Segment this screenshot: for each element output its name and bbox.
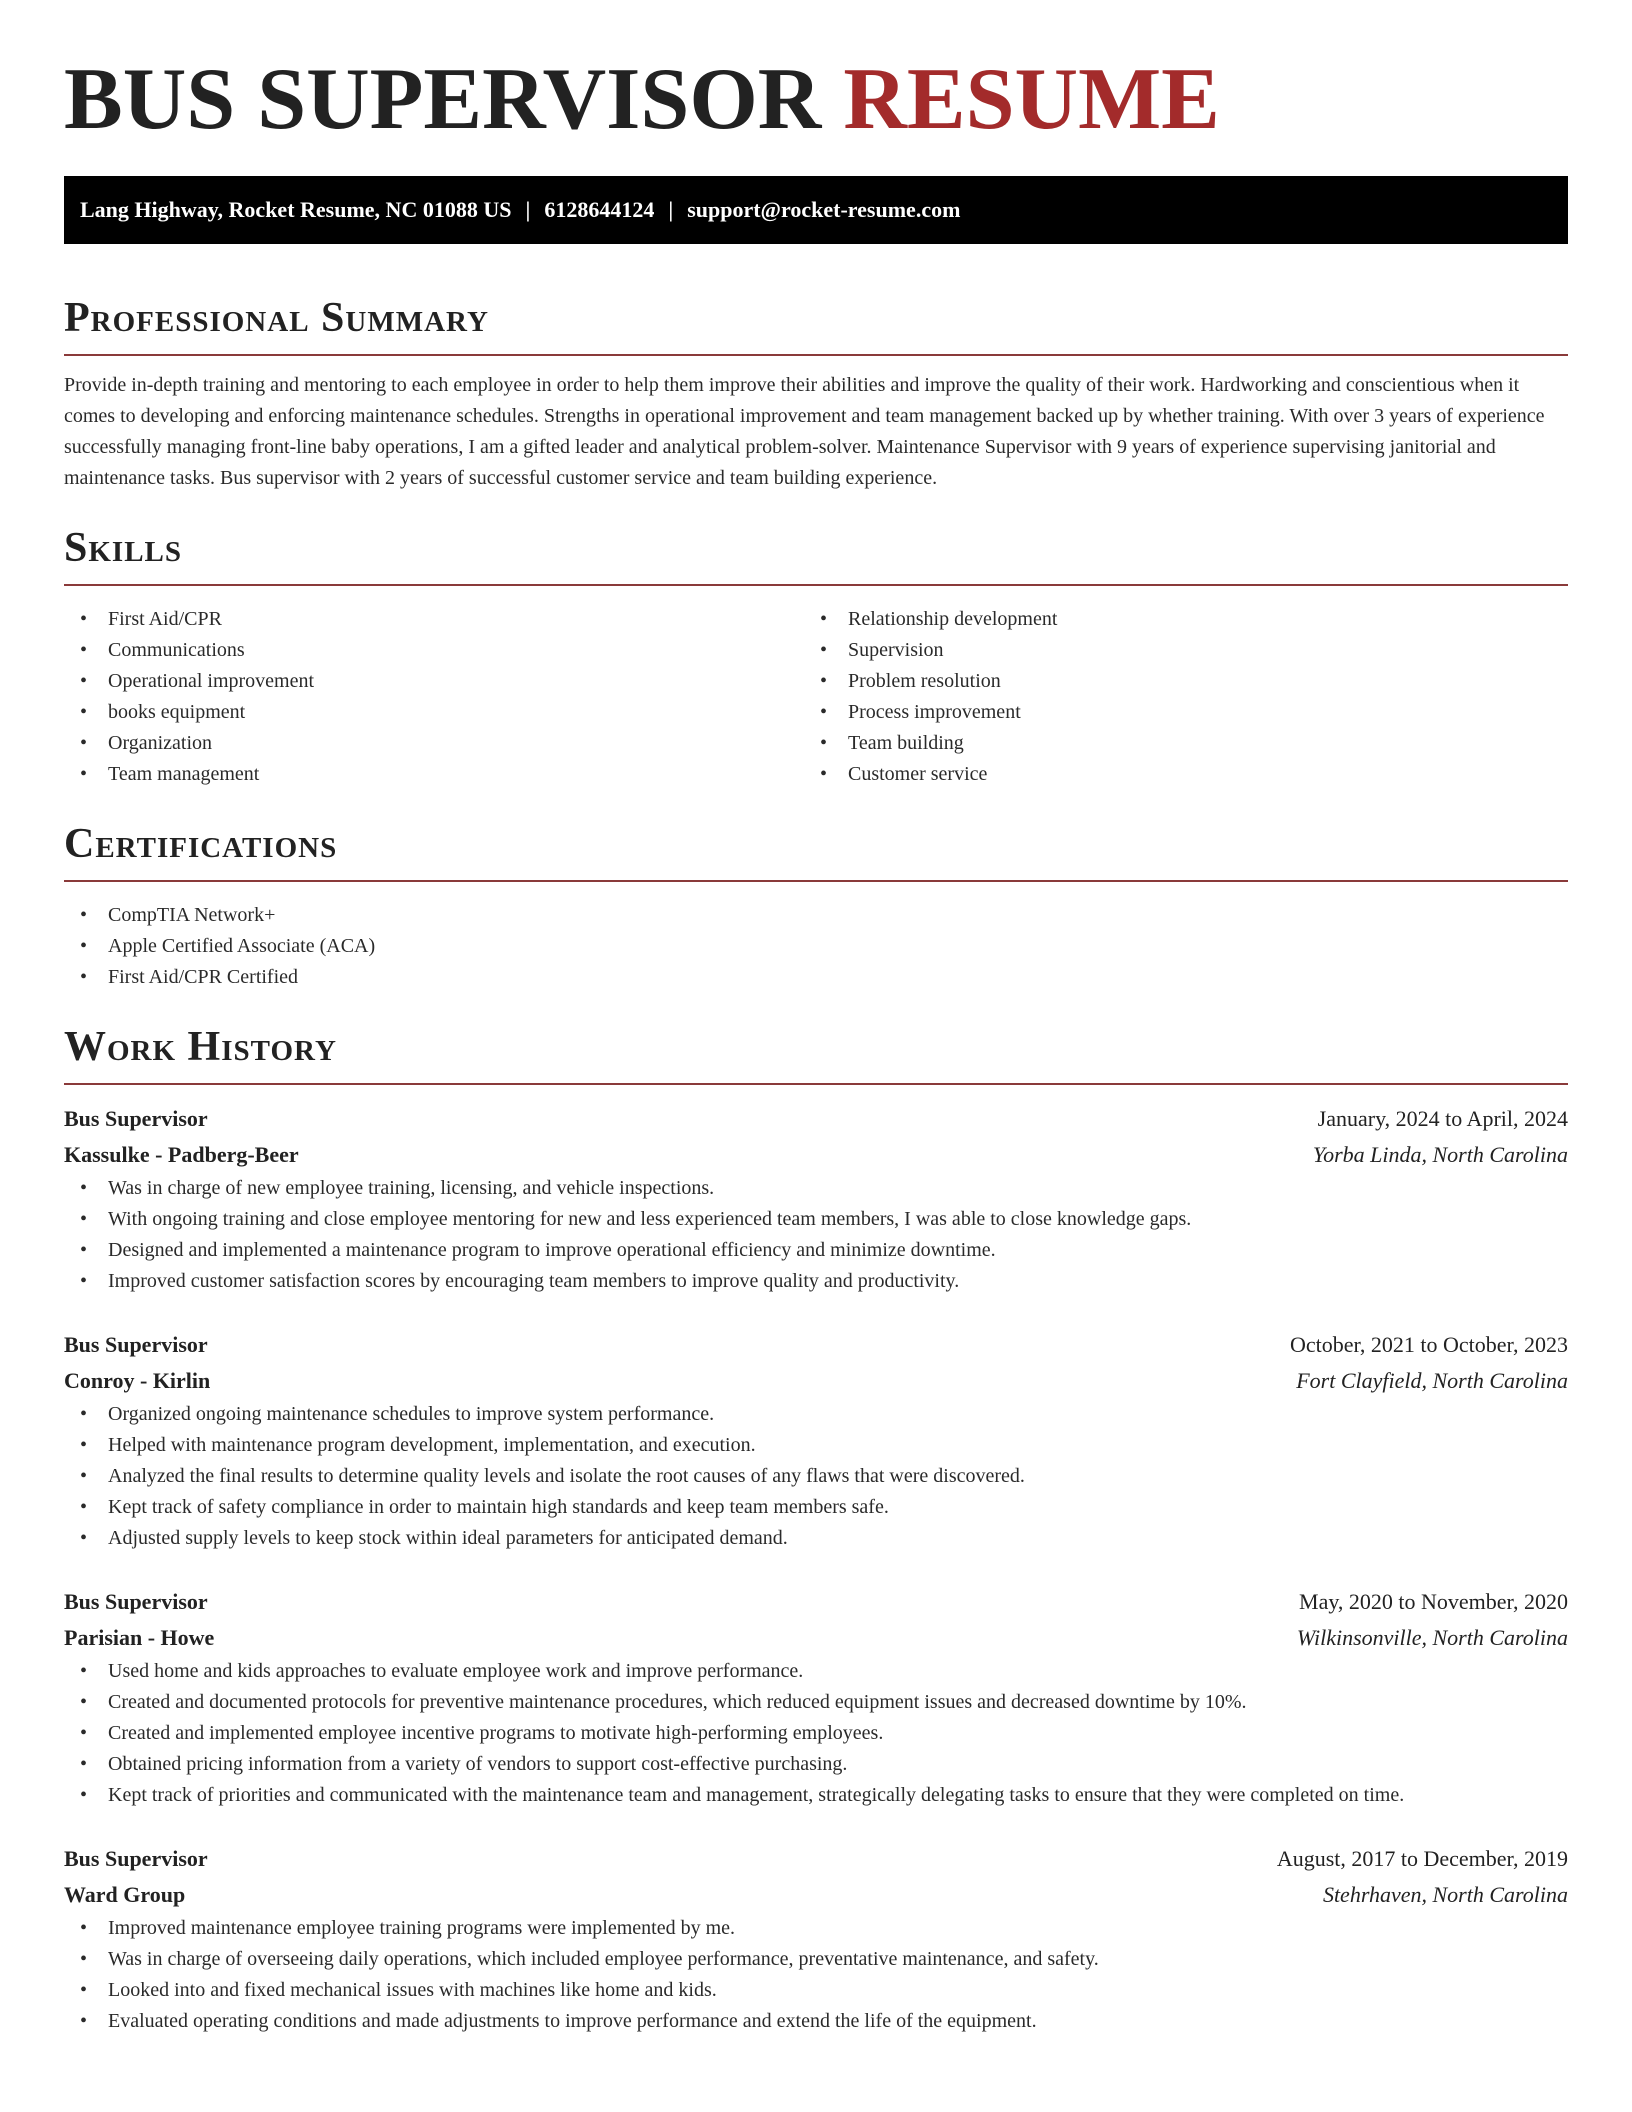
job-duty-item: • Evaluated operating conditions and made adjustments to improve performance and extend the life of the equipment. bbox=[64, 2006, 1568, 2037]
section-divider bbox=[64, 1083, 1568, 1085]
certifications-section bbox=[64, 820, 1568, 993]
contact-separator: | bbox=[668, 197, 674, 222]
job-header-row bbox=[64, 1101, 1568, 1137]
job-entry bbox=[64, 1584, 1568, 1811]
job-duty-item: • Was in charge of overseeing daily operations, which included employee performance, preventative maintenance, and safety. bbox=[64, 1944, 1568, 1975]
skills-heading: Skills bbox=[64, 525, 183, 571]
job-header-row bbox=[64, 1584, 1568, 1620]
contact-phone[interactable]: 6128644124 bbox=[544, 197, 655, 222]
job-duties-list bbox=[64, 1399, 1568, 1554]
skill-item: • books equipment bbox=[64, 697, 804, 728]
summary-section bbox=[64, 294, 1568, 494]
certification-item: • CompTIA Network+ bbox=[64, 900, 1568, 931]
job-company: Conroy - Kirlin bbox=[64, 1368, 211, 1393]
job-company: Parisian - Howe bbox=[64, 1625, 215, 1650]
skill-item: • Relationship development bbox=[804, 604, 1544, 635]
work-history-section bbox=[64, 1023, 1568, 2037]
job-duty-item: • Analyzed the final results to determine quality levels and isolate the root causes of any flaws that were discovered. bbox=[64, 1461, 1568, 1492]
skill-item: • Problem resolution bbox=[804, 666, 1544, 697]
job-duty-item: • Looked into and fixed mechanical issues with machines like home and kids. bbox=[64, 1975, 1568, 2006]
skill-item: • Team management bbox=[64, 759, 804, 790]
job-duty-item: • With ongoing training and close employee mentoring for new and less experienced team members, I was able to close knowledge gaps. bbox=[64, 1204, 1568, 1235]
certifications-list bbox=[64, 900, 1568, 993]
title-accent: RESUME bbox=[843, 51, 1220, 148]
job-duty-item: • Improved maintenance employee training programs were implemented by me. bbox=[64, 1913, 1568, 1944]
section-divider bbox=[64, 880, 1568, 882]
work-history-heading: Work History bbox=[64, 1024, 337, 1070]
job-location: Stehrhaven, North Carolina bbox=[1322, 1882, 1568, 1907]
skills-list-left bbox=[64, 604, 804, 790]
skill-item: • First Aid/CPR bbox=[64, 604, 804, 635]
resume-page bbox=[64, 0, 1568, 2067]
skill-item: • Team building bbox=[804, 728, 1544, 759]
summary-text: Provide in-depth training and mentoring to each employee in order to help them improve their abilities and improve the quality of their work. Hardworking and conscientious when it comes to developing and enforcing maintenance schedules. Strengths in operational improvement and team management backed up by whether training. With over 3 years of experience successfully managing front-line baby operations, I am a gifted leader and analytical problem-solver. Maintenance Supervisor with 9 years of experience supervising janitorial and maintenance tasks. Bus supervisor with 2 years of successful customer service and team building experience. bbox=[64, 374, 1545, 489]
skills-list-right bbox=[804, 604, 1544, 790]
job-title: Bus Supervisor bbox=[64, 1589, 208, 1614]
job-title: Bus Supervisor bbox=[64, 1106, 208, 1131]
contact-address: Lang Highway, Rocket Resume, NC 01088 US bbox=[80, 197, 512, 222]
job-subheader-row bbox=[64, 1137, 1568, 1173]
skill-item: • Operational improvement bbox=[64, 666, 804, 697]
job-duty-item: • Adjusted supply levels to keep stock within ideal parameters for anticipated demand. bbox=[64, 1523, 1568, 1554]
skills-section bbox=[64, 524, 1568, 790]
job-duties-list bbox=[64, 1913, 1568, 2037]
job-company: Kassulke - Padberg-Beer bbox=[64, 1142, 299, 1167]
job-header-row bbox=[64, 1327, 1568, 1363]
skills-grid bbox=[64, 604, 1568, 790]
job-location: Wilkinsonville, North Carolina bbox=[1296, 1625, 1568, 1650]
resume-title bbox=[64, 0, 1568, 148]
section-divider bbox=[64, 584, 1568, 586]
certifications-heading: Certifications bbox=[64, 821, 338, 867]
job-duties-list bbox=[64, 1656, 1568, 1811]
skill-item: • Process improvement bbox=[804, 697, 1544, 728]
job-dates: August, 2017 to December, 2019 bbox=[1276, 1846, 1568, 1871]
skill-item: • Communications bbox=[64, 635, 804, 666]
title-main: BUS SUPERVISOR bbox=[64, 51, 822, 148]
job-entry bbox=[64, 1101, 1568, 1297]
job-entry bbox=[64, 1841, 1568, 2037]
skill-item: • Organization bbox=[64, 728, 804, 759]
job-location: Fort Clayfield, North Carolina bbox=[1296, 1368, 1568, 1393]
job-duty-item: • Created and documented protocols for preventive maintenance procedures, which reduced equipment issues and decreased downtime by 10%. bbox=[64, 1687, 1568, 1718]
job-dates: October, 2021 to October, 2023 bbox=[1289, 1332, 1568, 1357]
contact-separator: | bbox=[525, 197, 531, 222]
skill-item: • Supervision bbox=[804, 635, 1544, 666]
job-duty-item: • Used home and kids approaches to evaluate employee work and improve performance. bbox=[64, 1656, 1568, 1687]
job-location: Yorba Linda, North Carolina bbox=[1312, 1142, 1568, 1167]
job-title: Bus Supervisor bbox=[64, 1332, 208, 1357]
job-duties-list bbox=[64, 1173, 1568, 1297]
summary-heading: Professional Summary bbox=[64, 295, 489, 341]
job-duty-item: • Kept track of safety compliance in order to maintain high standards and keep team members safe. bbox=[64, 1492, 1568, 1523]
certification-item: • Apple Certified Associate (ACA) bbox=[64, 931, 1568, 962]
job-duty-item: • Improved customer satisfaction scores by encouraging team members to improve quality and productivity. bbox=[64, 1266, 1568, 1297]
job-entry bbox=[64, 1327, 1568, 1554]
job-duty-item: • Helped with maintenance program development, implementation, and execution. bbox=[64, 1430, 1568, 1461]
job-dates: May, 2020 to November, 2020 bbox=[1299, 1589, 1568, 1614]
contact-email[interactable]: support@rocket-resume.com bbox=[687, 197, 961, 222]
job-title: Bus Supervisor bbox=[64, 1846, 208, 1871]
contact-bar bbox=[64, 176, 1568, 244]
job-subheader-row bbox=[64, 1363, 1568, 1399]
job-company: Ward Group bbox=[64, 1882, 186, 1907]
certification-item: • First Aid/CPR Certified bbox=[64, 962, 1568, 993]
job-subheader-row bbox=[64, 1877, 1568, 1913]
job-duty-item: • Created and implemented employee incentive programs to motivate high-performing employees. bbox=[64, 1718, 1568, 1749]
job-duty-item: • Designed and implemented a maintenance program to improve operational efficiency and minimize downtime. bbox=[64, 1235, 1568, 1266]
job-dates: January, 2024 to April, 2024 bbox=[1317, 1106, 1568, 1131]
job-header-row bbox=[64, 1841, 1568, 1877]
job-duty-item: • Was in charge of new employee training, licensing, and vehicle inspections. bbox=[64, 1173, 1568, 1204]
job-subheader-row bbox=[64, 1620, 1568, 1656]
job-duty-item: • Organized ongoing maintenance schedules to improve system performance. bbox=[64, 1399, 1568, 1430]
skill-item: • Customer service bbox=[804, 759, 1544, 790]
job-duty-item: • Kept track of priorities and communicated with the maintenance team and management, strategically delegating tasks to ensure that they were completed on time. bbox=[64, 1780, 1568, 1811]
job-duty-item: • Obtained pricing information from a variety of vendors to support cost-effective purchasing. bbox=[64, 1749, 1568, 1780]
section-divider bbox=[64, 354, 1568, 356]
